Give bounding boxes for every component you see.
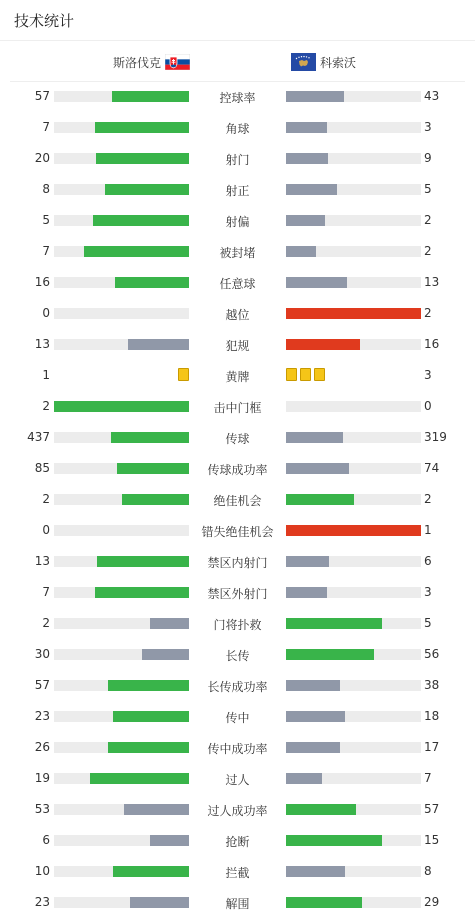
stat-label: 传中: [225, 711, 250, 725]
stat-row: [0, 825, 475, 856]
home-stat-bar-fill: [113, 866, 189, 877]
away-stat-bar-fill: [286, 556, 329, 567]
stat-row: [0, 453, 475, 484]
stat-label: 禁区内射门: [207, 556, 268, 570]
stat-row: [0, 856, 475, 887]
away-stat-bar-fill: [286, 649, 374, 660]
away-stat-bar-fill: [286, 525, 421, 536]
yellow-card-icon: [178, 368, 189, 381]
home-stat-bar: [54, 339, 189, 350]
away-stat-bar: [286, 525, 421, 536]
away-stat-value: 2: [424, 492, 432, 506]
away-stat-bar-fill: [286, 587, 327, 598]
away-stat-value: 8: [424, 864, 432, 878]
stat-row: [0, 360, 475, 391]
away-stat-value: 0: [424, 399, 432, 413]
away-stat-value: 43: [424, 89, 440, 103]
header-divider: [0, 40, 475, 41]
home-stat-bar-fill: [142, 649, 189, 660]
away-stat-bar-fill: [286, 153, 328, 164]
home-stat-bar: [54, 184, 189, 195]
yellow-card-icon: [286, 368, 297, 381]
stat-row: [0, 639, 475, 670]
away-team: [291, 52, 356, 72]
home-stat-bar-fill: [90, 773, 189, 784]
stat-label: 抢断: [225, 835, 250, 849]
home-stat-bar: [54, 587, 189, 598]
home-stat-value: 8: [42, 182, 50, 196]
stat-row: [0, 794, 475, 825]
away-stat-bar: [286, 339, 421, 350]
stat-label: 击中门框: [213, 401, 262, 415]
away-stat-bar: [286, 866, 421, 877]
away-stat-bar-fill: [286, 773, 322, 784]
home-stat-bar-fill: [97, 556, 189, 567]
stat-label: 射门: [225, 153, 250, 167]
away-stat-bar-fill: [286, 246, 316, 257]
stat-row: [0, 732, 475, 763]
stat-row: [0, 670, 475, 701]
away-stat-bar-fill: [286, 215, 325, 226]
stat-row: [0, 422, 475, 453]
away-stat-bar: [286, 91, 421, 102]
home-stat-value: 6: [42, 833, 50, 847]
away-stat-value: 56: [424, 647, 440, 661]
home-stat-value: 16: [34, 275, 50, 289]
home-stat-bar-fill: [93, 215, 189, 226]
stat-row: [0, 608, 475, 639]
away-stat-value: 3: [424, 120, 432, 134]
home-stat-bar: [54, 215, 189, 226]
home-stat-bar: [54, 308, 189, 319]
home-stat-bar-fill: [95, 587, 190, 598]
stat-label: 被封堵: [219, 246, 256, 260]
away-stat-bar: [286, 246, 421, 257]
home-stat-bar-fill: [115, 277, 189, 288]
stat-label: 绝佳机会: [213, 494, 262, 508]
stat-row: [0, 143, 475, 174]
away-stat-value: 1: [424, 523, 432, 537]
home-stat-value: 1: [42, 368, 50, 382]
stat-row: [0, 546, 475, 577]
home-stat-value: 85: [34, 461, 50, 475]
away-stat-value: 6: [424, 554, 432, 568]
page-title: 技术统计: [14, 12, 75, 30]
home-stat-bar: [54, 804, 189, 815]
home-stat-value: 57: [34, 89, 50, 103]
away-stat-bar: [286, 153, 421, 164]
home-yellow-cards: [178, 368, 189, 382]
stat-label: 禁区外射门: [207, 587, 268, 601]
stat-label: 任意球: [219, 277, 256, 291]
stat-label: 角球: [225, 122, 250, 136]
away-stat-value: 319: [424, 430, 447, 444]
home-stat-value: 2: [42, 616, 50, 630]
home-stat-bar-fill: [117, 463, 189, 474]
yellow-card-icon: [300, 368, 311, 381]
home-stat-bar-fill: [122, 494, 190, 505]
stat-row: [0, 391, 475, 422]
away-stat-bar-fill: [286, 680, 340, 691]
stat-row: [0, 577, 475, 608]
home-stat-bar-fill: [130, 897, 189, 908]
home-stat-bar: [54, 835, 189, 846]
home-stat-bar-fill: [150, 618, 189, 629]
away-stat-value: 2: [424, 306, 432, 320]
stat-row: [0, 515, 475, 546]
home-stat-bar-fill: [150, 835, 189, 846]
stat-label: 黄牌: [225, 370, 250, 384]
home-stat-bar: [54, 742, 189, 753]
home-stat-bar-fill: [128, 339, 189, 350]
away-stat-value: 16: [424, 337, 440, 351]
home-stat-bar: [54, 463, 189, 474]
stat-label: 射正: [225, 184, 250, 198]
stat-row: [0, 484, 475, 515]
stat-label: 犯规: [225, 339, 250, 353]
yellow-card-icon: [314, 368, 325, 381]
away-stat-bar: [286, 711, 421, 722]
home-stat-value: 2: [42, 492, 50, 506]
away-stat-value: 2: [424, 244, 432, 258]
stat-row: [0, 236, 475, 267]
away-stat-value: 5: [424, 616, 432, 630]
home-stat-bar: [54, 432, 189, 443]
stat-label: 门将扑救: [213, 618, 262, 632]
stat-label: 拦截: [225, 866, 250, 880]
stat-row: [0, 763, 475, 794]
home-stat-value: 7: [42, 244, 50, 258]
stat-label: 过人: [225, 773, 250, 787]
home-stat-bar: [54, 122, 189, 133]
away-stat-bar-fill: [286, 122, 327, 133]
away-stat-bar: [286, 742, 421, 753]
home-stat-value: 0: [42, 306, 50, 320]
home-stat-bar-fill: [105, 184, 189, 195]
away-stat-bar: [286, 680, 421, 691]
home-stat-bar: [54, 556, 189, 567]
away-stat-bar-fill: [286, 804, 356, 815]
away-stat-bar: [286, 897, 421, 908]
home-stat-value: 19: [34, 771, 50, 785]
away-stat-bar-fill: [286, 711, 345, 722]
away-stat-value: 57: [424, 802, 440, 816]
stat-label: 解围: [225, 897, 250, 911]
home-stat-bar-fill: [54, 401, 189, 412]
home-stat-value: 13: [34, 337, 50, 351]
home-stat-value: 53: [34, 802, 50, 816]
away-stat-bar-fill: [286, 432, 343, 443]
home-stat-value: 10: [34, 864, 50, 878]
away-stat-bar-fill: [286, 835, 382, 846]
home-team: [113, 52, 190, 72]
home-stat-bar: [54, 525, 189, 536]
home-stat-bar: [54, 897, 189, 908]
away-stat-bar: [286, 215, 421, 226]
stat-row: [0, 329, 475, 360]
home-stat-value: 5: [42, 213, 50, 227]
home-stat-bar-fill: [124, 804, 189, 815]
away-team-name: 科索沃: [320, 55, 357, 70]
stat-row: [0, 298, 475, 329]
away-stat-bar: [286, 308, 421, 319]
away-stat-value: 7: [424, 771, 432, 785]
home-stat-bar: [54, 277, 189, 288]
home-stat-value: 13: [34, 554, 50, 568]
home-stat-bar: [54, 649, 189, 660]
home-stat-bar: [54, 618, 189, 629]
home-stat-bar: [54, 153, 189, 164]
away-stat-bar-fill: [286, 897, 362, 908]
home-stat-bar-fill: [112, 91, 189, 102]
away-stat-bar-fill: [286, 308, 421, 319]
stat-row: [0, 174, 475, 205]
away-stat-value: 18: [424, 709, 440, 723]
stat-label: 错失绝佳机会: [201, 525, 274, 539]
away-stat-bar-fill: [286, 618, 382, 629]
away-stat-bar: [286, 463, 421, 474]
stat-row: [0, 205, 475, 236]
away-stat-bar-fill: [286, 742, 340, 753]
home-team-name: 斯洛伐克: [113, 55, 162, 70]
home-stat-value: 437: [27, 430, 50, 444]
stat-row: [0, 887, 475, 918]
slovakia-flag-icon: [165, 54, 190, 70]
home-stat-value: 7: [42, 585, 50, 599]
stat-label: 传中成功率: [207, 742, 268, 756]
away-stat-bar-fill: [286, 463, 349, 474]
away-stat-bar-fill: [286, 277, 347, 288]
stat-label: 传球成功率: [207, 463, 268, 477]
stat-label: 传球: [225, 432, 250, 446]
home-stat-value: 23: [34, 895, 50, 909]
home-stat-bar-fill: [95, 122, 190, 133]
stat-row: [0, 81, 475, 112]
away-stat-value: 2: [424, 213, 432, 227]
home-stat-value: 0: [42, 523, 50, 537]
away-stat-bar: [286, 494, 421, 505]
away-stat-bar-fill: [286, 494, 354, 505]
home-stat-value: 7: [42, 120, 50, 134]
away-stat-bar-fill: [286, 91, 344, 102]
home-stat-bar: [54, 711, 189, 722]
home-stat-value: 26: [34, 740, 50, 754]
away-stat-value: 13: [424, 275, 440, 289]
home-stat-bar-fill: [108, 742, 189, 753]
stats-list: [0, 81, 475, 918]
home-stat-bar: [54, 401, 189, 412]
home-stat-bar: [54, 91, 189, 102]
away-stat-value: 29: [424, 895, 440, 909]
stat-label: 越位: [225, 308, 250, 322]
home-stat-bar-fill: [84, 246, 189, 257]
home-stat-bar: [54, 866, 189, 877]
stat-label: 过人成功率: [207, 804, 268, 818]
home-stat-bar-fill: [111, 432, 189, 443]
away-stat-value: 38: [424, 678, 440, 692]
stat-row: [0, 701, 475, 732]
away-stat-bar: [286, 587, 421, 598]
home-stat-value: 23: [34, 709, 50, 723]
away-stat-value: 5: [424, 182, 432, 196]
stat-label: 控球率: [219, 91, 256, 105]
away-stat-bar: [286, 184, 421, 195]
away-stat-bar: [286, 122, 421, 133]
away-stat-value: 3: [424, 585, 432, 599]
away-stat-value: 74: [424, 461, 440, 475]
home-stat-value: 20: [34, 151, 50, 165]
away-yellow-cards: [286, 368, 325, 382]
stat-row: [0, 112, 475, 143]
home-stat-value: 30: [34, 647, 50, 661]
home-stat-bar: [54, 246, 189, 257]
away-stat-bar: [286, 773, 421, 784]
kosovo-flag-icon: [291, 53, 316, 71]
away-stat-value: 9: [424, 151, 432, 165]
stat-label: 长传成功率: [207, 680, 268, 694]
away-stat-bar: [286, 835, 421, 846]
away-stat-bar-fill: [286, 866, 345, 877]
away-stat-bar: [286, 618, 421, 629]
away-stat-bar: [286, 277, 421, 288]
home-stat-bar: [54, 680, 189, 691]
stat-row: [0, 267, 475, 298]
stat-label: 长传: [225, 649, 250, 663]
away-stat-bar: [286, 432, 421, 443]
home-stat-bar-fill: [113, 711, 189, 722]
away-stat-value: 15: [424, 833, 440, 847]
away-stat-bar: [286, 649, 421, 660]
home-stat-bar-fill: [96, 153, 189, 164]
home-stat-value: 2: [42, 399, 50, 413]
away-stat-bar-fill: [286, 339, 360, 350]
stat-label: 射偏: [225, 215, 250, 229]
away-stat-bar: [286, 804, 421, 815]
away-stat-bar: [286, 401, 421, 412]
away-stat-value: 17: [424, 740, 440, 754]
away-stat-bar-fill: [286, 184, 337, 195]
home-stat-bar-fill: [108, 680, 189, 691]
home-stat-bar: [54, 494, 189, 505]
home-stat-bar: [54, 773, 189, 784]
away-stat-value: 3: [424, 368, 432, 382]
home-stat-value: 57: [34, 678, 50, 692]
away-stat-bar: [286, 556, 421, 567]
